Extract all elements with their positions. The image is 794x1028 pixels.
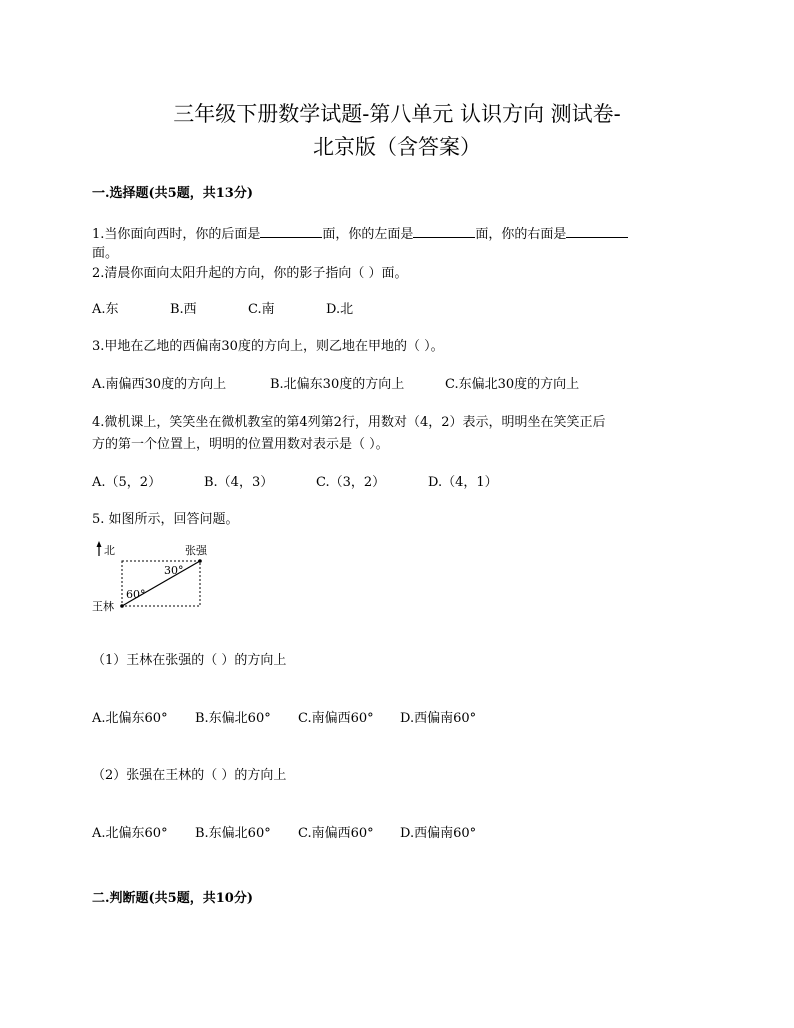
- north-label: 北: [104, 544, 115, 557]
- q5-sub2-option-d[interactable]: D.西偏南60°: [400, 826, 477, 841]
- question-3-stem: 3.甲地在乙地的西偏南30度的方向上，则乙地在甲地的（ ）。: [92, 339, 444, 354]
- q5-sub1-option-d[interactable]: D.西偏南60°: [400, 711, 477, 726]
- question-2-options: [92, 298, 353, 317]
- q5-sub1-option-a[interactable]: A.北偏东60°: [92, 711, 168, 726]
- q2-option-c[interactable]: C.南: [248, 302, 275, 317]
- direction-diagram: [92, 540, 222, 616]
- q1-text-3: 面，你的右面是: [475, 227, 567, 242]
- q5-sub2-option-c[interactable]: C.南偏西60°: [298, 826, 374, 841]
- q5-sub1-option-b[interactable]: B.东偏北60°: [195, 711, 271, 726]
- q5-sub1-option-c[interactable]: C.南偏西60°: [298, 711, 374, 726]
- q1-blank-2[interactable]: [413, 225, 475, 238]
- section2-heading: 二.判断题(共5题，共10分): [92, 891, 253, 906]
- q3-option-b[interactable]: B.北偏东30度的方向上: [270, 377, 405, 392]
- question-1-line1: [92, 223, 628, 242]
- question-5-stem: 5. 如图所示，回答问题。: [92, 512, 239, 527]
- angle-bottom-label: 60°: [126, 588, 146, 601]
- north-arrow-icon: [97, 541, 102, 547]
- q2-option-d[interactable]: D.北: [326, 302, 354, 317]
- q5-sub2-option-b[interactable]: B.东偏北60°: [195, 826, 271, 841]
- question-2-stem: 2.清晨你面向太阳升起的方向，你的影子指向（ ）面。: [92, 266, 408, 281]
- document-title-line1: 三年级下册数学试题-第八单元 认识方向 测试卷-: [173, 102, 621, 126]
- question-3-options: [92, 373, 579, 392]
- q4-option-b[interactable]: B.（4，3）: [204, 475, 274, 490]
- q1-text-2: 面，你的左面是: [322, 227, 414, 242]
- q4-option-a[interactable]: A.（5，2）: [92, 475, 162, 490]
- document-title-line2: 北京版（含答案）: [313, 135, 481, 159]
- point-zhangqiang-label: 张强: [185, 544, 207, 557]
- q1-blank-3[interactable]: [566, 225, 628, 238]
- q3-option-a[interactable]: A.南偏西30度的方向上: [92, 377, 227, 392]
- point-wanglin: [120, 604, 124, 608]
- question-5-sub2: （2）张强在王林的（ ）的方向上: [92, 768, 287, 783]
- question-5-sub1-options: [92, 707, 476, 726]
- question-5-sub2-options: [92, 822, 476, 841]
- question-4-stem-line2: 方的第一个位置上，明明的位置用数对表示是（ ）。: [92, 437, 389, 452]
- q2-option-b[interactable]: B.西: [170, 302, 197, 317]
- angle-top-label: 30°: [164, 564, 184, 577]
- q4-option-c[interactable]: C.（3，2）: [316, 475, 386, 490]
- question-4-stem-line1: 4.微机课上，笑笑坐在微机教室的第4列第2行，用数对（4，2）表示，明明坐在笑笑正后: [92, 415, 606, 430]
- point-zhangqiang: [198, 559, 202, 563]
- question-4-options: [92, 471, 498, 490]
- q4-option-d[interactable]: D.（4，1）: [428, 475, 498, 490]
- q1-blank-1[interactable]: [260, 225, 322, 238]
- point-wanglin-label: 王林: [92, 600, 114, 613]
- q2-option-a[interactable]: A.东: [92, 302, 119, 317]
- question-1-line2: 面。: [92, 246, 119, 261]
- question-5-sub1: （1）王林在张强的（ ）的方向上: [92, 653, 287, 668]
- q5-sub2-option-a[interactable]: A.北偏东60°: [92, 826, 168, 841]
- section1-heading: 一.选择题(共5题，共13分): [92, 186, 253, 201]
- q1-text-1: 1.当你面向西时，你的后面是: [92, 227, 261, 242]
- q3-option-c[interactable]: C.东偏北30度的方向上: [445, 377, 580, 392]
